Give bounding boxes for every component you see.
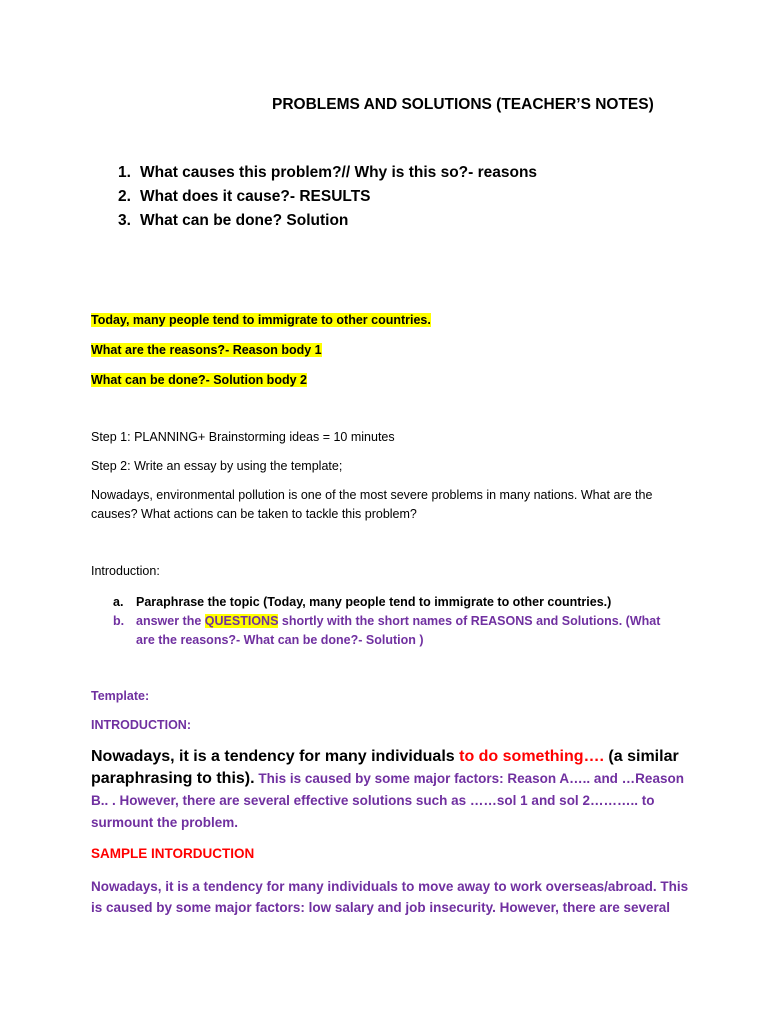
point-text-pre: answer the	[136, 614, 205, 628]
template-paragraph	[91, 746, 691, 834]
intro-point-b	[113, 612, 673, 650]
essay-topic: Nowadays, environmental pollution is one of the most severe problems in many nations. What are the causes? What actions can be taken to tackle this problem?	[91, 488, 653, 521]
list-item-number: 3.	[118, 212, 131, 229]
highlighted-solutions	[91, 373, 307, 387]
list-item	[118, 187, 537, 211]
highlighted-reasons	[91, 343, 322, 357]
highlighted-text: What are the reasons?- Reason body 1	[91, 343, 322, 357]
point-marker: a.	[113, 595, 124, 609]
point-marker: b.	[113, 614, 125, 628]
point-text-post: shortly with the short names of REASONS and Solutions. (What are the reasons?- What can be done?- Solution )	[136, 614, 661, 647]
highlighted-text: Today, many people tend to immigrate to other countries.	[91, 313, 431, 327]
highlighted-topic	[91, 313, 431, 327]
guiding-questions-list	[118, 163, 537, 235]
introduction-label: Introduction:	[91, 564, 160, 578]
list-item-text: What causes this problem?// Why is this so?- reasons	[140, 164, 538, 181]
list-item-text: What can be done? Solution	[140, 212, 349, 229]
list-item-number: 1.	[118, 164, 131, 181]
point-text	[136, 612, 673, 650]
sample-heading: SAMPLE INTORDUCTION	[91, 846, 255, 861]
list-item-number: 2.	[118, 188, 131, 205]
template-label: Template:	[91, 689, 150, 703]
highlighted-text: QUESTIONS	[204, 614, 279, 628]
list-item	[118, 163, 537, 187]
step-1: Step 1: PLANNING+ Brainstorming ideas = 10 minutes	[91, 430, 395, 444]
template-text: Nowadays, it is a tendency for many individuals	[91, 748, 460, 765]
highlighted-text: What can be done?- Solution body 2	[91, 373, 307, 387]
intro-point-a	[113, 593, 673, 612]
template-text: (a similar paraphrasing to this).	[91, 748, 679, 787]
sample-paragraph: Nowadays, it is a tendency for many individuals to move away to work overseas/abroad. This is caused by some major factors: low salary and job insecurity. However, there are several	[91, 879, 689, 915]
page-title: PROBLEMS AND SOLUTIONS (TEACHER’S NOTES)	[272, 96, 654, 113]
template-placeholder: to do something….	[459, 748, 604, 765]
template-guidance: This is caused by some major factors: Reason A….. and …Reason B.. . However, there are several effective solutions such as ……sol 1 and sol 2……….. to surmount the problem.	[91, 771, 684, 830]
list-item-text: What does it cause?- RESULTS	[140, 188, 371, 205]
list-item	[118, 211, 537, 235]
point-text: Paraphrase the topic (Today, many people tend to immigrate to other countries.)	[136, 595, 612, 609]
step-2: Step 2: Write an essay by using the template;	[91, 459, 343, 473]
template-intro-heading: INTRODUCTION:	[91, 718, 191, 732]
